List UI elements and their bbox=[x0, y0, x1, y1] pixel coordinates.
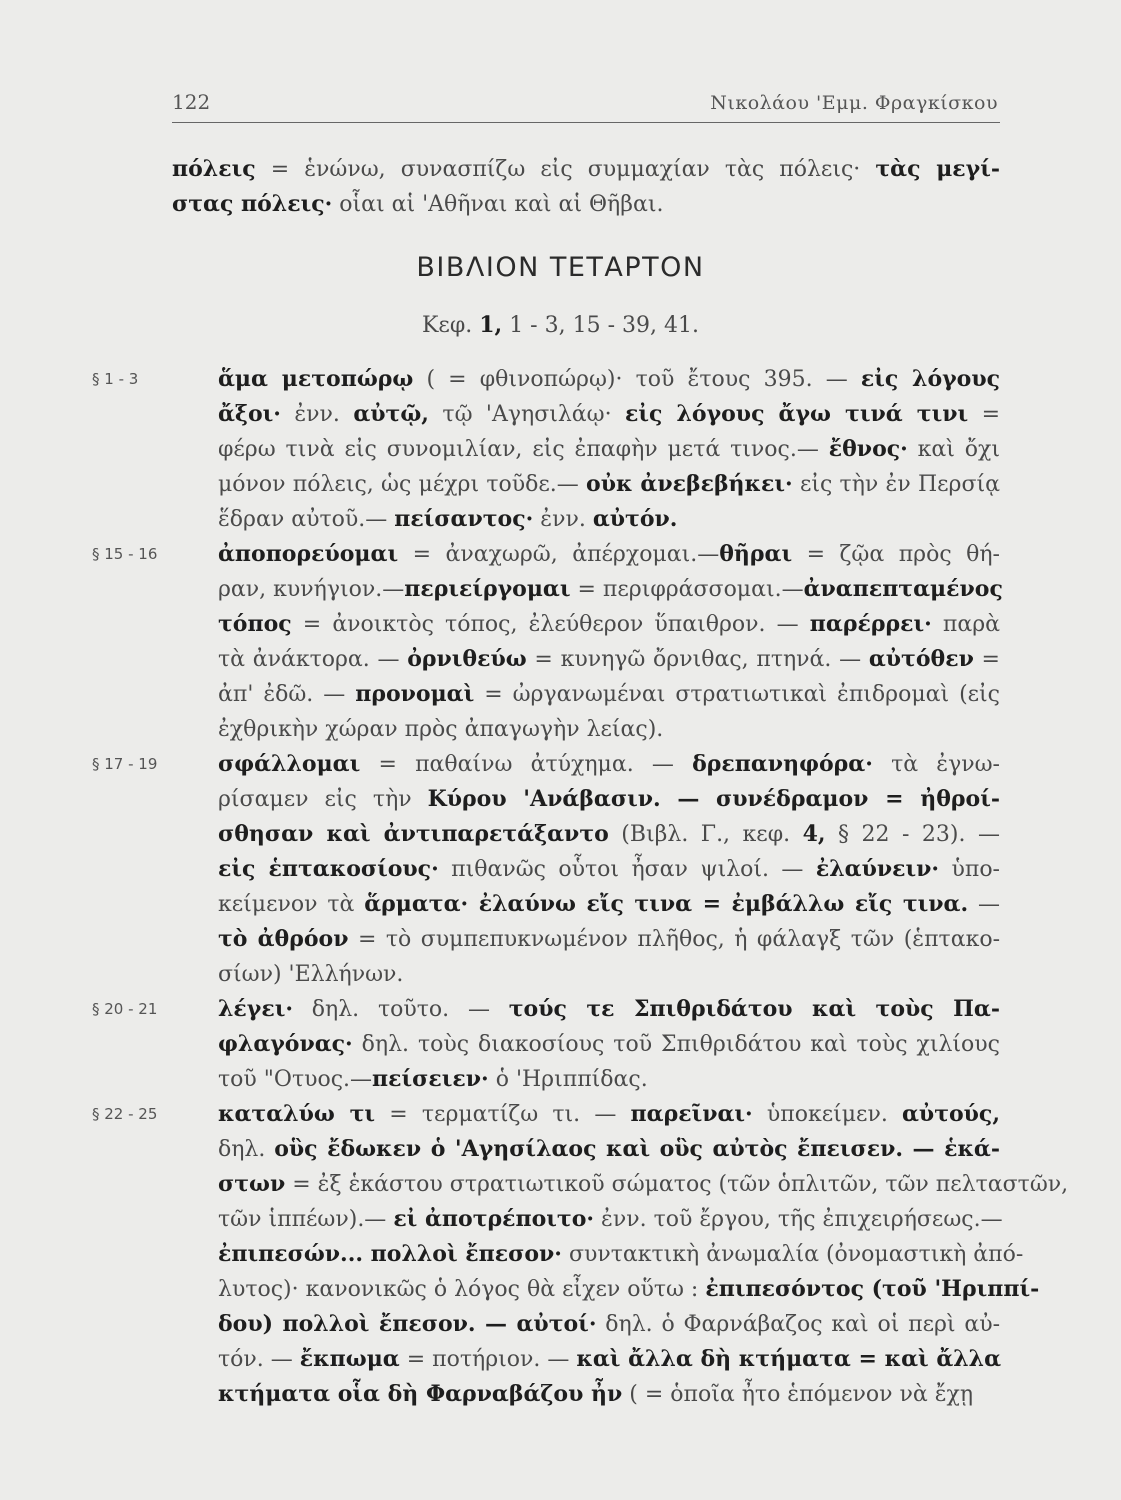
gloss: καὶ ὄχι bbox=[907, 437, 1001, 462]
lemma: στας πόλεις· bbox=[172, 191, 333, 217]
text-line bbox=[218, 817, 1000, 852]
gloss: = τὸ συμπεπυκνωμένον πλῆθος, ἡ φάλαγξ τῶν (ἑπτακο- bbox=[348, 927, 1001, 952]
gloss: ( = ὁποῖα ἦτο ἑπόμενον νὰ ἔχῃ bbox=[622, 1382, 974, 1407]
section-label: § 22 - 25 bbox=[92, 1105, 158, 1123]
gloss: = ἀναχωρῶ, ἀπέρχομαι.— bbox=[398, 542, 720, 567]
text-line bbox=[218, 712, 1000, 747]
lemma: πείσειεν· bbox=[372, 1066, 489, 1092]
lemma: κτήματα οἷα δὴ Φαρναβάζου ἦν bbox=[218, 1381, 623, 1407]
lemma: στων bbox=[218, 1171, 286, 1197]
text-line bbox=[218, 887, 1000, 922]
gloss: ὑπο- bbox=[939, 857, 1000, 882]
lemma: εἰς ἑπτακοσίους· bbox=[218, 856, 439, 882]
text-line bbox=[172, 187, 1000, 222]
gloss: συντακτικὴ ἀνωμαλία (ὀνομαστικὴ ἀπό- bbox=[561, 1242, 1024, 1267]
chapter-number: 1, bbox=[479, 312, 503, 338]
text-line bbox=[218, 1342, 1000, 1377]
gloss: δηλ. bbox=[218, 1137, 275, 1162]
gloss: = τερματίζω τι. — bbox=[375, 1102, 631, 1127]
lemma: περιείργομαι bbox=[404, 576, 571, 602]
gloss: = ποτήριον. — bbox=[399, 1347, 577, 1372]
lemma: τούς τε Σπιθριδάτου καὶ τοὺς Πα- bbox=[508, 996, 1000, 1022]
section-body bbox=[218, 992, 1000, 1097]
text-line bbox=[218, 362, 1000, 397]
gloss: = ζῷα πρὸς θή- bbox=[792, 542, 1000, 567]
lemma: τὰς μεγί- bbox=[875, 156, 1000, 182]
gloss: φέρω τινὰ εἰς συνομιλίαν, εἰς ἐπαφὴν μετά τινος.— bbox=[218, 437, 829, 462]
text-line bbox=[218, 1027, 1000, 1062]
gloss: εἰς τὴν ἐν Περσίᾳ bbox=[792, 472, 1000, 497]
gloss: = bbox=[968, 402, 1000, 427]
gloss: δηλ. ὁ Φαρνάβαζος καὶ οἱ περὶ αὐ- bbox=[596, 1312, 1000, 1337]
gloss: δηλ. τοῦτο. — bbox=[293, 997, 509, 1022]
text-line bbox=[218, 607, 1000, 642]
gloss: ἐνν. bbox=[533, 507, 593, 532]
gloss: ἐχθρικὴν χώραν πρὸς ἀπαγωγὴν λείας). bbox=[218, 717, 664, 742]
lemma: 4, bbox=[802, 821, 826, 847]
lemma: ἐλαύνειν· bbox=[815, 856, 940, 882]
text-line bbox=[218, 957, 1000, 992]
lemma: αὐτῷ, bbox=[353, 401, 429, 427]
text-line bbox=[218, 467, 1000, 502]
section-body bbox=[218, 362, 1000, 537]
text-line bbox=[218, 1167, 1069, 1202]
text-line bbox=[218, 1272, 1040, 1307]
gloss: = ἐξ ἑκάστου στρατιωτικοῦ σώματος (τῶν ὁπλιτῶν, τῶν πελταστῶν, bbox=[285, 1172, 1069, 1197]
gloss: λυτος)· κανονικῶς ὁ λόγος θὰ εἶχεν οὕτω : bbox=[218, 1277, 706, 1302]
intro-paragraph bbox=[172, 152, 1000, 222]
gloss: ἀπ' ἐδῶ. — bbox=[218, 682, 356, 707]
lemma: ἅμα μετοπώρῳ bbox=[218, 366, 414, 392]
book-title: ΒΙΒΛΙΟΝ ΤΕΤΑΡΤΟΝ bbox=[416, 252, 705, 283]
gloss: (Βιβλ. Γ., κεφ. bbox=[608, 822, 803, 847]
text-line bbox=[218, 642, 1000, 677]
gloss: ραν, κυνήγιον.— bbox=[218, 577, 405, 602]
gloss: κείμενον τὰ bbox=[218, 892, 365, 917]
gloss: παρὰ bbox=[931, 612, 1000, 637]
gloss: ἐνν. bbox=[280, 402, 354, 427]
running-title: Νικολάου 'Εμμ. Φραγκίσκου bbox=[710, 92, 998, 114]
lemma: αὐτόν. bbox=[592, 506, 678, 532]
lemma: ἐπιπεσόντος (τοῦ 'Ηριππί- bbox=[705, 1276, 1040, 1302]
gloss: τὰ ἐγνω- bbox=[872, 752, 1000, 777]
lemma: παρέρρει· bbox=[809, 611, 932, 637]
lemma: πόλεις bbox=[172, 156, 256, 182]
text-line bbox=[218, 992, 1000, 1027]
lemma: σφάλλομαι bbox=[218, 751, 361, 777]
section-body bbox=[218, 1097, 1069, 1412]
text-line bbox=[218, 1377, 1000, 1412]
chapter-reference bbox=[0, 312, 1121, 338]
lemma: ἅρματα· ἐλαύνω εἴς τινα = ἐμβάλλω εἴς τινα. bbox=[364, 891, 969, 917]
text-line bbox=[218, 1097, 1000, 1132]
gloss: § 22 - 23). — bbox=[825, 822, 1000, 847]
text-line bbox=[218, 572, 1003, 607]
lemma: θῆραι bbox=[719, 541, 793, 567]
gloss: τοῦ "Οτυος.— bbox=[218, 1067, 373, 1092]
gloss: ἕδραν αὐτοῦ.— bbox=[218, 507, 395, 532]
text-line bbox=[218, 677, 1000, 712]
lemma: ἐπιπεσών... πολλοὶ ἔπεσον· bbox=[218, 1241, 562, 1267]
gloss: = περιφράσσομαι.— bbox=[570, 577, 804, 602]
text-line bbox=[172, 152, 1000, 187]
chapter-prefix: Κεφ. bbox=[422, 313, 480, 338]
gloss: = παθαίνω ἀτύχημα. — bbox=[360, 752, 693, 777]
lemma: λέγει· bbox=[218, 996, 294, 1022]
lemma: οὐκ ἀνεβεβήκει· bbox=[586, 471, 793, 497]
chapter-ranges: 1 - 3, 15 - 39, 41. bbox=[502, 313, 699, 338]
lemma: αὐτούς, bbox=[902, 1101, 1000, 1127]
section-label: § 17 - 19 bbox=[92, 755, 158, 773]
gloss: — bbox=[968, 892, 1001, 917]
lemma: τὸ ἀθρόον bbox=[218, 926, 349, 952]
lemma: εἰς λόγους ἄγω τινά τινι bbox=[625, 401, 969, 427]
lemma: δου) πολλοὶ ἔπεσον. — αὐτοί· bbox=[218, 1311, 597, 1337]
text-line bbox=[218, 852, 1000, 887]
section-label: § 1 - 3 bbox=[92, 370, 139, 388]
gloss: = bbox=[973, 647, 1000, 672]
lemma: καὶ ἄλλα δὴ κτήματα = καὶ ἄλλα bbox=[576, 1346, 1002, 1372]
gloss: τόν. — bbox=[218, 1347, 300, 1372]
text-line bbox=[218, 1307, 1000, 1342]
section-body bbox=[218, 537, 1003, 747]
lemma: εἰς λόγους bbox=[860, 366, 1000, 392]
gloss: μόνον πόλεις, ὡς μέχρι τοῦδε.— bbox=[218, 472, 587, 497]
gloss: τὰ ἀνάκτορα. — bbox=[218, 647, 408, 672]
lemma: φλαγόνας· bbox=[218, 1031, 353, 1057]
lemma: εἰ ἀποτρέποιτο· bbox=[393, 1206, 595, 1232]
text-line bbox=[218, 1132, 1000, 1167]
lemma: παρεῖναι· bbox=[630, 1101, 753, 1127]
lemma: οὓς ἔδωκεν ὁ 'Αγησίλαος καὶ οὓς αὐτὸς ἔπεισεν. — ἑκά- bbox=[274, 1136, 1000, 1162]
gloss: ( = φθινοπώρῳ)· τοῦ ἔτους 395. — bbox=[413, 367, 861, 392]
lemma: ὀρνιθεύω bbox=[407, 646, 527, 672]
text-line bbox=[218, 1202, 1003, 1237]
gloss: δηλ. τοὺς διακοσίους τοῦ Σπιθριδάτου καὶ τοὺς χιλίους bbox=[352, 1032, 1000, 1057]
lemma: ἔκπωμα bbox=[299, 1346, 400, 1372]
text-line bbox=[218, 747, 1000, 782]
lemma: τόπος bbox=[218, 611, 292, 637]
gloss: ὑποκείμεν. bbox=[752, 1102, 902, 1127]
gloss: πιθανῶς οὗτοι ἦσαν ψιλοί. — bbox=[438, 857, 816, 882]
text-line bbox=[218, 922, 1000, 957]
gloss: ρίσαμεν εἰς τὴν bbox=[218, 787, 428, 812]
section-label: § 20 - 21 bbox=[92, 1000, 158, 1018]
text-line bbox=[218, 1062, 1000, 1097]
lemma: σθησαν καὶ ἀντιπαρετάξαντο bbox=[218, 821, 609, 847]
lemma: ἀποπορεύομαι bbox=[218, 541, 399, 567]
gloss: = ὠργανωμέναι στρατιωτικαὶ ἐπιδρομαὶ (εἰς bbox=[474, 682, 1000, 707]
text-line bbox=[218, 397, 1000, 432]
gloss: ὁ 'Ηριππίδας. bbox=[488, 1067, 648, 1092]
gloss: ἐνν. τοῦ ἔργου, τῆς ἐπιχειρήσεως.— bbox=[594, 1207, 1003, 1232]
section-label: § 15 - 16 bbox=[92, 545, 158, 563]
lemma: δρεπανηφόρα· bbox=[692, 751, 873, 777]
gloss: τῷ 'Αγησιλάῳ· bbox=[428, 402, 625, 427]
text-line bbox=[218, 502, 1000, 537]
gloss: = ἀνοικτὸς τόπος, ἐλεύθερον ὕπαιθρον. — bbox=[291, 612, 810, 637]
gloss: = κυνηγῶ ὄρνιθας, πτηνά. — bbox=[526, 647, 869, 672]
gloss: οἷαι αἱ 'Αθῆναι καὶ αἱ Θῆβαι. bbox=[332, 192, 664, 217]
gloss: = ἑνώνω, συνασπίζω εἰς συμμαχίαν τὰς πόλεις· bbox=[255, 157, 876, 182]
gloss: τῶν ἱππέων).— bbox=[218, 1207, 394, 1232]
section-body bbox=[218, 747, 1000, 992]
text-line bbox=[218, 1237, 1024, 1272]
text-line bbox=[218, 782, 1000, 817]
lemma: ἄξοι· bbox=[218, 401, 281, 427]
lemma: Κύρου 'Ανάβασιν. — συνέδραμον = ἠθροί- bbox=[427, 786, 1000, 812]
lemma: καταλύω τι bbox=[218, 1101, 376, 1127]
page-number: 122 bbox=[172, 90, 211, 114]
lemma: προνομαὶ bbox=[355, 681, 475, 707]
text-line bbox=[218, 537, 1000, 572]
gloss: σίων) 'Ελλήνων. bbox=[218, 962, 404, 987]
lemma: ἀναπεπταμένος bbox=[803, 576, 1003, 602]
running-header bbox=[172, 82, 1000, 123]
text-line bbox=[218, 432, 1000, 467]
lemma: πείσαντος· bbox=[394, 506, 534, 532]
lemma: αὐτόθεν bbox=[868, 646, 974, 672]
lemma: ἔθνος· bbox=[828, 436, 908, 462]
